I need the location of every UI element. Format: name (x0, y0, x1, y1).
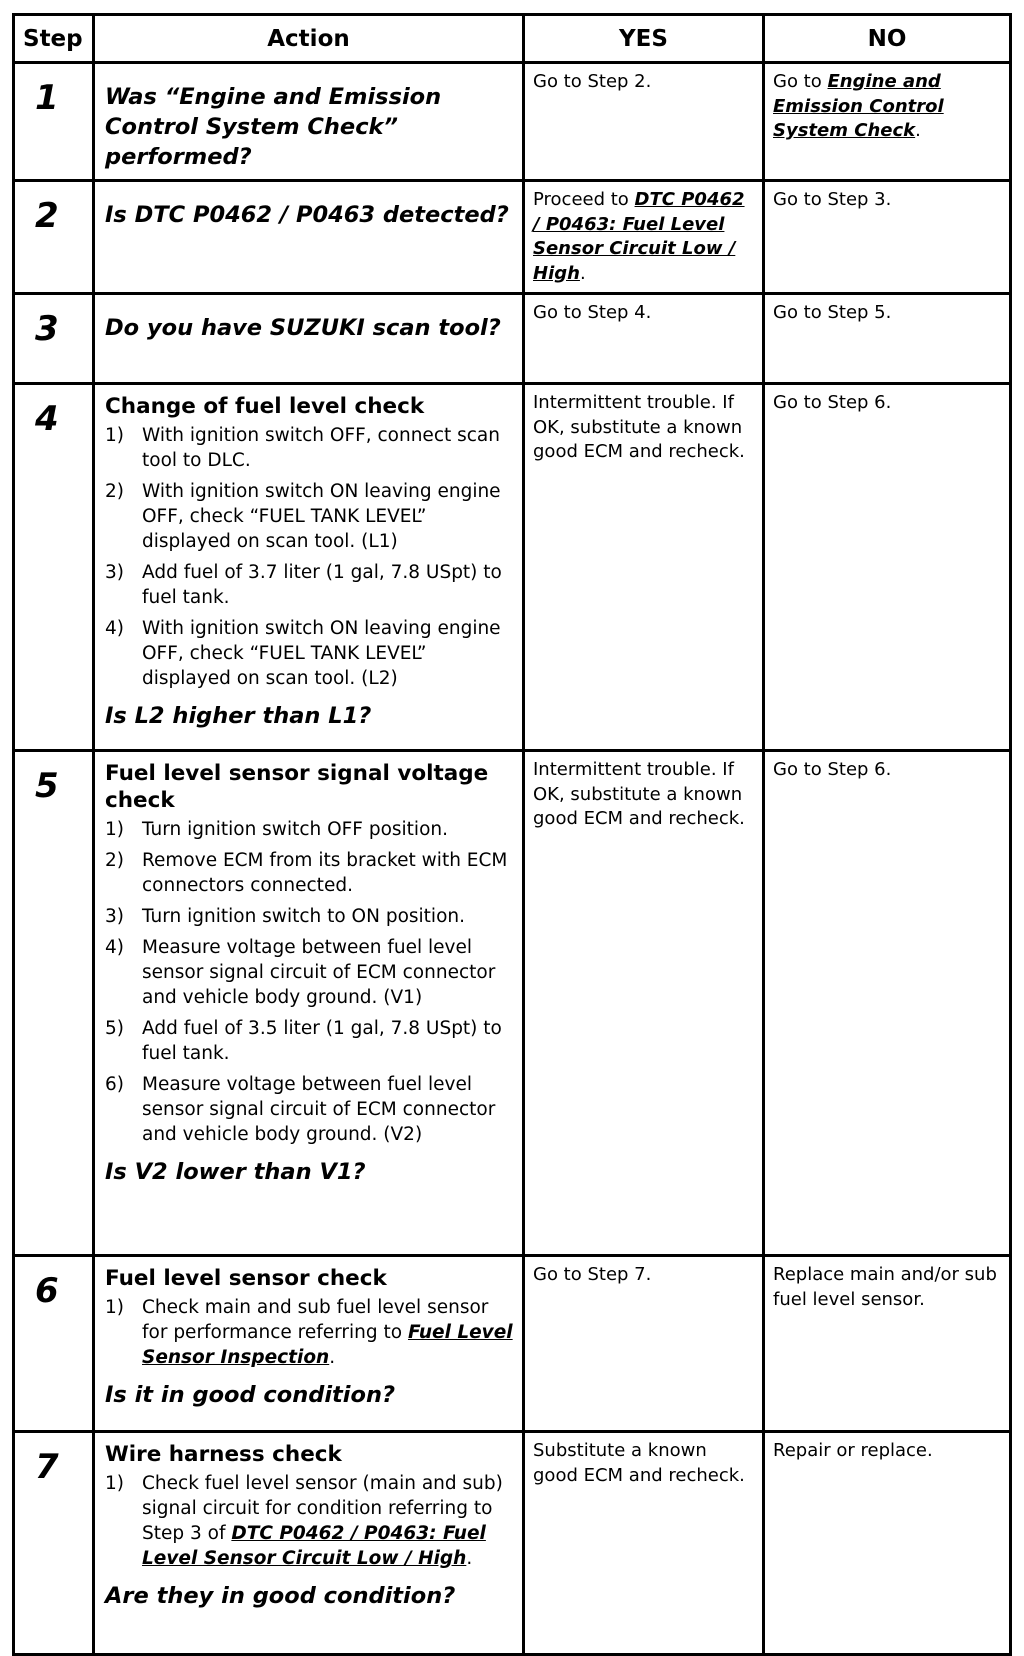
yes-cell: Substitute a known good ECM and recheck. (524, 1432, 764, 1655)
table-row (14, 1432, 1011, 1655)
action-cell (94, 751, 524, 1256)
no-cell: Go to Step 5. (764, 294, 1011, 384)
yes-cell: Intermittent trouble. If OK, substitute a known good ECM and recheck. (524, 751, 764, 1256)
item-number: 3) (105, 906, 124, 927)
item-text: With ignition switch ON leaving engine OFF, check “FUEL TANK LEVEL” displayed on scan tool. (L1) (142, 481, 501, 552)
step-number: 4 (14, 384, 94, 751)
item-number: 1) (105, 1473, 124, 1494)
list-item (105, 560, 514, 610)
item-number: 2) (105, 481, 124, 502)
header-yes: YES (524, 15, 764, 63)
item-number: 5) (105, 1018, 124, 1039)
item-text: Add fuel of 3.7 liter (1 gal, 7.8 USpt) to fuel tank. (142, 562, 502, 608)
step-title: Fuel level sensor signal voltage check (105, 761, 489, 813)
step-list (105, 1471, 514, 1571)
item-number: 6) (105, 1074, 124, 1095)
yes-cell: Go to Step 4. (524, 294, 764, 384)
table-row (14, 181, 1011, 294)
item-text: Remove ECM from its bracket with ECM connectors connected. (142, 850, 508, 896)
list-item (105, 423, 514, 473)
item-text: Measure voltage between fuel level sensor signal circuit of ECM connector and vehicle body ground. (V2) (142, 1074, 496, 1145)
step-number: 6 (14, 1256, 94, 1432)
item-text: With ignition switch ON leaving engine OFF, check “FUEL TANK LEVEL” displayed on scan tool. (L2) (142, 618, 501, 689)
step-title: Wire harness check (105, 1442, 342, 1467)
yes-text-end: . (579, 262, 586, 284)
item-number: 4) (105, 618, 124, 639)
step-number: 5 (14, 751, 94, 1256)
yes-cell: Go to Step 2. (524, 63, 764, 181)
step-question: Is V2 lower than V1? (105, 1159, 366, 1185)
step-number: 3 (14, 294, 94, 384)
list-item (105, 1016, 514, 1066)
step-question: Was “Engine and Emission Control System Check” performed? (105, 84, 442, 170)
step-question: Is it in good condition? (105, 1382, 396, 1408)
header-step: Step (14, 15, 94, 63)
no-cell: Replace main and/or sub fuel level sensor. (764, 1256, 1011, 1432)
step-title: Change of fuel level check (105, 394, 425, 419)
no-text-end: . (915, 120, 921, 141)
reference-link[interactable]: DTC P0462 / P0463: Fuel Level Sensor Circuit Low / High (533, 189, 745, 284)
item-text (142, 1471, 514, 1571)
table-row (14, 294, 1011, 384)
action-cell (94, 181, 524, 294)
reference-link[interactable]: Engine and Emission Control System Check (773, 71, 944, 141)
item-text: Turn ignition switch to ON position. (142, 906, 466, 927)
list-item (105, 935, 514, 1010)
item-number: 1) (105, 819, 124, 840)
step-question: Are they in good condition? (105, 1583, 456, 1609)
item-text: Turn ignition switch OFF position. (142, 819, 448, 840)
no-cell: Repair or replace. (764, 1432, 1011, 1655)
table-row (14, 1256, 1011, 1432)
step-question: Do you have SUZUKI scan tool? (105, 315, 501, 341)
header-no: NO (764, 15, 1011, 63)
table-row (14, 751, 1011, 1256)
step-title: Fuel level sensor check (105, 1266, 387, 1291)
list-item (105, 1295, 514, 1370)
table-row (14, 384, 1011, 751)
list-item (105, 848, 514, 898)
item-text (142, 1295, 514, 1370)
troubleshooting-table (12, 13, 1012, 1656)
item-text-start: Check fuel level sensor (main and sub) signal circuit for condition referring to Step 3 of (142, 1473, 503, 1544)
reference-link[interactable]: DTC P0462 / P0463: Fuel Level Sensor Circuit Low / High (142, 1523, 486, 1569)
header-row (14, 15, 1011, 63)
step-number: 2 (14, 181, 94, 294)
item-text: Measure voltage between fuel level sensor signal circuit of ECM connector and vehicle body ground. (V1) (142, 937, 496, 1008)
step-list (105, 1295, 514, 1370)
list-item (105, 1072, 514, 1147)
list-item (105, 1471, 514, 1571)
no-cell (764, 63, 1011, 181)
no-cell: Go to Step 3. (764, 181, 1011, 294)
reference-link[interactable]: Fuel Level Sensor Inspection (142, 1322, 513, 1368)
step-list (105, 817, 514, 1147)
table-row (14, 63, 1011, 181)
item-number: 4) (105, 937, 124, 958)
item-text-end: . (329, 1347, 336, 1368)
list-item (105, 479, 514, 554)
list-item (105, 616, 514, 691)
yes-cell: Intermittent trouble. If OK, substitute a known good ECM and recheck. (524, 384, 764, 751)
yes-cell: Go to Step 7. (524, 1256, 764, 1432)
step-question: Is L2 higher than L1? (105, 703, 372, 729)
step-question: Is DTC P0462 / P0463 detected? (105, 202, 509, 228)
item-number: 2) (105, 850, 124, 871)
action-cell (94, 1256, 524, 1432)
yes-text: Proceed to (533, 189, 635, 210)
action-cell (94, 63, 524, 181)
step-number: 1 (14, 63, 94, 181)
item-number: 1) (105, 1297, 124, 1318)
step-number: 7 (14, 1432, 94, 1655)
no-text: Go to (773, 71, 828, 92)
no-cell: Go to Step 6. (764, 751, 1011, 1256)
list-item (105, 817, 514, 842)
item-number: 1) (105, 425, 124, 446)
action-cell (94, 1432, 524, 1655)
item-text: With ignition switch OFF, connect scan tool to DLC. (142, 425, 500, 471)
header-action: Action (94, 15, 524, 63)
item-text-start: Check main and sub fuel level sensor for performance referring to (142, 1297, 489, 1343)
action-cell (94, 384, 524, 751)
action-cell (94, 294, 524, 384)
item-number: 3) (105, 562, 124, 583)
item-text: Add fuel of 3.5 liter (1 gal, 7.8 USpt) to fuel tank. (142, 1018, 502, 1064)
yes-cell (524, 181, 764, 294)
step-list (105, 423, 514, 691)
list-item (105, 904, 514, 929)
no-cell: Go to Step 6. (764, 384, 1011, 751)
item-text-end: . (466, 1548, 473, 1569)
